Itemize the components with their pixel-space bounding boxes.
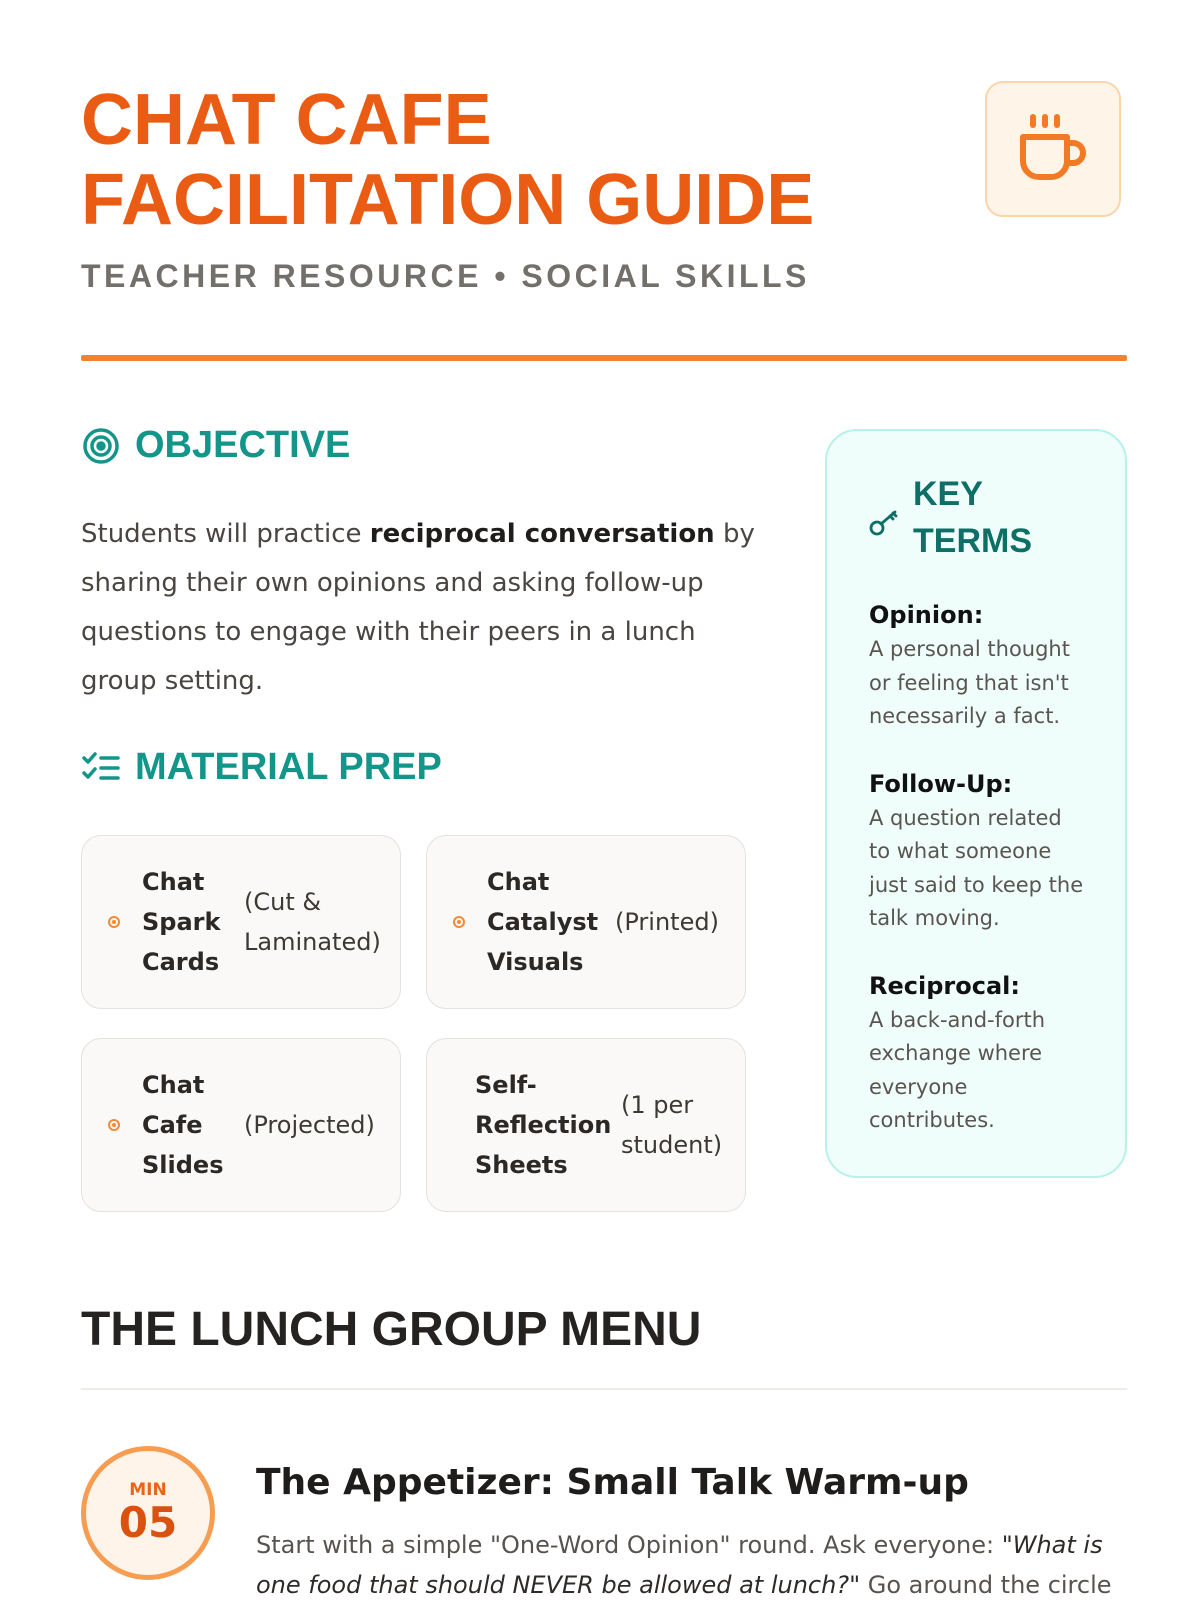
material-note: (1 per student) — [621, 1091, 723, 1159]
coffee-logo — [985, 81, 1121, 217]
minutes-label: MIN — [129, 1480, 167, 1500]
target-icon — [81, 426, 121, 466]
minutes-badge — [81, 1446, 215, 1580]
material-prep-heading-label: MATERIAL PREP — [135, 746, 442, 788]
key-terms-heading-label: KEY TERMS — [913, 475, 1032, 560]
objective-text-end: by sharing their own opinions and asking follow-up questions to engage with their peers in a lunch group setting. — [81, 519, 755, 696]
term-name: Reciprocal: — [869, 971, 1020, 1000]
step-text-end: Go around the circle — [860, 1571, 1112, 1599]
key-icon — [869, 503, 899, 533]
guide-page — [81, 0, 1127, 1600]
page-title — [81, 80, 941, 240]
material-card — [426, 1038, 746, 1212]
material-name: Chat Catalyst Visuals — [487, 868, 599, 976]
menu-divider — [81, 1388, 1127, 1390]
minutes-value: 05 — [118, 1498, 178, 1547]
term-definition: A personal thought or feeling that isn't necessarily a fact. — [869, 637, 1070, 728]
objective-heading — [81, 424, 350, 467]
bullet-icon — [453, 916, 465, 928]
objective-text-start: Students will practice — [81, 519, 370, 549]
material-name: Chat Spark Cards — [142, 868, 221, 976]
material-card — [81, 1038, 401, 1212]
bullet-icon — [108, 1119, 120, 1131]
objective-heading-label: OBJECTIVE — [135, 424, 351, 466]
key-terms-panel — [825, 429, 1127, 1178]
step-text-start: Start with a simple "One-Word Opinion" round. Ask everyone: — [256, 1531, 1002, 1559]
material-card — [81, 835, 401, 1009]
step-text-quote: "What is one food that should NEVER be allowed at lunch?" — [256, 1531, 1103, 1599]
material-name: Self-Reflection Sheets — [475, 1071, 612, 1179]
term-item — [869, 599, 1085, 734]
menu-heading: THE LUNCH GROUP MENU — [81, 1303, 702, 1356]
step-description — [256, 1525, 1126, 1605]
title-line-1: CHAT CAFE — [81, 80, 492, 160]
term-item — [869, 768, 1085, 936]
objective-text — [81, 510, 761, 706]
key-terms-heading — [869, 471, 1085, 565]
term-name: Opinion: — [869, 601, 984, 629]
title-line-2: FACILITATION GUIDE — [81, 160, 815, 240]
material-note: (Projected) — [244, 1111, 375, 1139]
term-definition: A back-and-forth exchange where everyone contributes. — [869, 1007, 1046, 1132]
material-card — [426, 835, 746, 1009]
material-name: Chat Cafe Slides — [142, 1071, 224, 1179]
material-note: (Printed) — [615, 908, 719, 936]
bullet-icon — [108, 916, 120, 928]
coffee-cup-icon — [1015, 111, 1091, 187]
term-definition: A question related to what someone just said to keep the talk moving. — [869, 805, 1084, 930]
material-prep-heading — [81, 746, 442, 789]
page-subtitle: TEACHER RESOURCE • SOCIAL SKILLS — [81, 258, 810, 294]
checklist-icon — [81, 748, 121, 788]
objective-text-bold: reciprocal conversation — [369, 519, 715, 549]
term-name: Follow-Up: — [869, 769, 1013, 798]
header-divider — [81, 355, 1127, 361]
material-note: (Cut & Laminated) — [244, 888, 381, 956]
term-item — [869, 970, 1085, 1138]
step-title: The Appetizer: Small Talk Warm-up — [256, 1462, 969, 1503]
